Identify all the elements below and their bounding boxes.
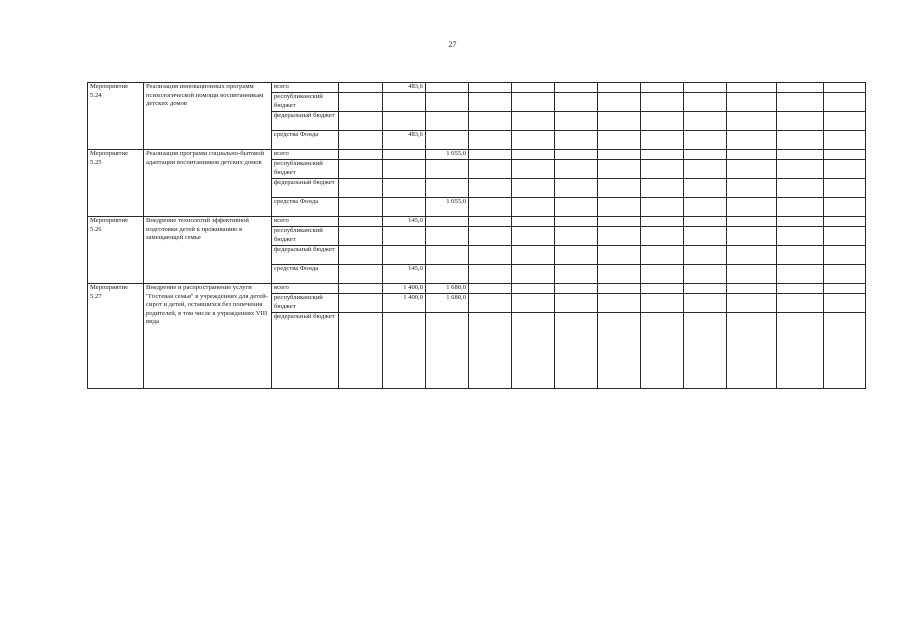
amount-cell — [727, 83, 777, 93]
amount-cell — [684, 246, 727, 265]
amount-cell — [555, 112, 598, 131]
amount-cell — [777, 131, 824, 150]
amount-cell — [684, 160, 727, 179]
funding-source: всего — [272, 284, 339, 294]
funding-source: всего — [272, 83, 339, 93]
amount-cell: 1 055,0 — [426, 150, 469, 160]
amount-cell — [339, 227, 383, 246]
amount-cell — [598, 313, 641, 389]
measure-description: Реализация программ социально-бытовой адаптации воспитанников детских домов — [144, 150, 272, 217]
amount-cell — [598, 83, 641, 93]
amount-cell — [555, 246, 598, 265]
amount-cell — [777, 284, 824, 294]
amount-cell — [684, 284, 727, 294]
amount-cell: 483,6 — [383, 83, 426, 93]
funding-source: республиканский бюджет — [272, 294, 339, 313]
amount-cell — [641, 131, 684, 150]
amount-cell — [555, 313, 598, 389]
amount-cell — [555, 265, 598, 284]
amount-cell — [383, 179, 426, 198]
amount-cell — [777, 217, 824, 227]
amount-cell — [641, 227, 684, 246]
amount-cell — [641, 284, 684, 294]
amount-cell — [512, 160, 555, 179]
amount-cell: 145,0 — [383, 217, 426, 227]
amount-cell — [512, 83, 555, 93]
amount-cell — [641, 83, 684, 93]
amount-cell: 1 400,0 — [383, 284, 426, 294]
amount-cell — [512, 150, 555, 160]
amount-cell — [684, 294, 727, 313]
amount-cell — [684, 227, 727, 246]
amount-cell — [777, 227, 824, 246]
amount-cell — [383, 150, 426, 160]
amount-cell — [684, 131, 727, 150]
amount-cell — [512, 179, 555, 198]
amount-cell — [824, 93, 866, 112]
amount-cell — [555, 179, 598, 198]
amount-cell — [641, 112, 684, 131]
amount-cell — [383, 313, 426, 389]
funding-source: федеральный бюджет — [272, 112, 339, 131]
amount-cell — [777, 313, 824, 389]
amount-cell — [598, 93, 641, 112]
measure-name: Мероприятие 5.26 — [88, 217, 144, 284]
amount-cell — [426, 313, 469, 389]
amount-cell — [383, 198, 426, 217]
funding-source: республиканский бюджет — [272, 160, 339, 179]
page-number: 27 — [448, 40, 457, 49]
table-row — [88, 150, 866, 160]
amount-cell — [512, 198, 555, 217]
funding-source: всего — [272, 150, 339, 160]
funding-source: федеральный бюджет — [272, 179, 339, 198]
amount-cell — [469, 179, 512, 198]
amount-cell: 1 680,0 — [426, 294, 469, 313]
amount-cell — [469, 83, 512, 93]
amount-cell — [824, 179, 866, 198]
amount-cell — [598, 246, 641, 265]
budget-table — [87, 82, 866, 389]
amount-cell — [469, 131, 512, 150]
amount-cell — [641, 179, 684, 198]
amount-cell — [598, 217, 641, 227]
amount-cell — [469, 265, 512, 284]
amount-cell — [641, 313, 684, 389]
amount-cell — [777, 160, 824, 179]
amount-cell — [641, 198, 684, 217]
amount-cell — [727, 179, 777, 198]
amount-cell — [339, 284, 383, 294]
amount-cell — [727, 217, 777, 227]
amount-cell — [598, 198, 641, 217]
measure-description: Реализация инновационных программ психологической помощи воспитанникам детских домов — [144, 83, 272, 150]
amount-cell — [426, 217, 469, 227]
amount-cell — [555, 284, 598, 294]
amount-cell — [684, 198, 727, 217]
amount-cell — [777, 294, 824, 313]
amount-cell — [824, 112, 866, 131]
amount-cell — [426, 265, 469, 284]
amount-cell — [555, 217, 598, 227]
amount-cell — [824, 313, 866, 389]
amount-cell — [727, 131, 777, 150]
amount-cell — [684, 265, 727, 284]
measure-description: Внедрение технологий эффективной подготовки детей к проживанию в замещающей семье — [144, 217, 272, 284]
amount-cell — [469, 160, 512, 179]
amount-cell — [824, 198, 866, 217]
amount-cell — [727, 112, 777, 131]
funding-source: республиканский бюджет — [272, 227, 339, 246]
amount-cell — [339, 150, 383, 160]
amount-cell — [469, 294, 512, 313]
amount-cell — [383, 160, 426, 179]
amount-cell — [777, 265, 824, 284]
amount-cell — [641, 150, 684, 160]
amount-cell — [512, 265, 555, 284]
amount-cell — [426, 179, 469, 198]
amount-cell — [469, 217, 512, 227]
amount-cell — [727, 265, 777, 284]
amount-cell — [727, 246, 777, 265]
funding-source: федеральный бюджет — [272, 313, 339, 389]
amount-cell — [598, 265, 641, 284]
amount-cell — [339, 112, 383, 131]
amount-cell: 1 055,0 — [426, 198, 469, 217]
amount-cell — [469, 313, 512, 389]
amount-cell: 1 400,0 — [383, 294, 426, 313]
amount-cell — [339, 313, 383, 389]
amount-cell — [641, 93, 684, 112]
amount-cell — [469, 284, 512, 294]
amount-cell — [555, 131, 598, 150]
amount-cell — [339, 217, 383, 227]
amount-cell — [684, 83, 727, 93]
amount-cell — [339, 131, 383, 150]
amount-cell — [598, 284, 641, 294]
amount-cell — [824, 246, 866, 265]
amount-cell: 483,6 — [383, 131, 426, 150]
measure-description: Внедрение и распространение услуги "Гостевая семья" в учреждениях для детей-сирот и детей, оставшихся без попечения родителей, в том числе в учреждениях VIII вида — [144, 284, 272, 389]
amount-cell — [824, 217, 866, 227]
amount-cell — [469, 246, 512, 265]
amount-cell — [469, 227, 512, 246]
amount-cell — [641, 246, 684, 265]
amount-cell — [777, 179, 824, 198]
amount-cell — [684, 179, 727, 198]
amount-cell — [339, 198, 383, 217]
amount-cell — [469, 112, 512, 131]
amount-cell — [727, 284, 777, 294]
amount-cell — [426, 131, 469, 150]
amount-cell — [777, 246, 824, 265]
amount-cell — [684, 217, 727, 227]
measure-name: Мероприятие 5.25 — [88, 150, 144, 217]
amount-cell — [512, 294, 555, 313]
measure-name: Мероприятие 5.27 — [88, 284, 144, 389]
measure-name: Мероприятие 5.24 — [88, 83, 144, 150]
amount-cell — [824, 284, 866, 294]
amount-cell — [824, 265, 866, 284]
amount-cell — [641, 217, 684, 227]
amount-cell — [383, 246, 426, 265]
amount-cell — [512, 227, 555, 246]
amount-cell: 145,0 — [383, 265, 426, 284]
table-row — [88, 83, 866, 93]
amount-cell — [727, 150, 777, 160]
funding-source: федеральный бюджет — [272, 246, 339, 265]
amount-cell — [824, 227, 866, 246]
amount-cell — [383, 227, 426, 246]
amount-cell — [426, 112, 469, 131]
amount-cell — [512, 246, 555, 265]
amount-cell — [598, 112, 641, 131]
amount-cell — [777, 83, 824, 93]
amount-cell — [684, 93, 727, 112]
amount-cell — [555, 294, 598, 313]
amount-cell — [641, 160, 684, 179]
amount-cell — [777, 198, 824, 217]
amount-cell — [339, 294, 383, 313]
amount-cell — [512, 217, 555, 227]
amount-cell — [824, 83, 866, 93]
amount-cell — [555, 150, 598, 160]
amount-cell — [512, 112, 555, 131]
amount-cell — [512, 284, 555, 294]
amount-cell — [512, 131, 555, 150]
amount-cell — [426, 246, 469, 265]
amount-cell — [727, 93, 777, 112]
amount-cell — [598, 131, 641, 150]
amount-cell — [339, 93, 383, 112]
amount-cell — [684, 150, 727, 160]
amount-cell — [339, 246, 383, 265]
amount-cell — [727, 198, 777, 217]
amount-cell — [426, 93, 469, 112]
amount-cell — [426, 83, 469, 93]
amount-cell — [555, 93, 598, 112]
amount-cell — [469, 93, 512, 112]
amount-cell — [777, 93, 824, 112]
funding-source: средства Фонда — [272, 131, 339, 150]
table-row — [88, 284, 866, 294]
amount-cell — [727, 294, 777, 313]
amount-cell — [684, 112, 727, 131]
amount-cell — [426, 160, 469, 179]
table-row — [88, 217, 866, 227]
amount-cell — [339, 83, 383, 93]
amount-cell — [339, 160, 383, 179]
amount-cell — [469, 198, 512, 217]
amount-cell — [777, 150, 824, 160]
amount-cell — [426, 227, 469, 246]
amount-cell — [512, 313, 555, 389]
amount-cell — [824, 160, 866, 179]
amount-cell — [469, 150, 512, 160]
amount-cell — [598, 150, 641, 160]
amount-cell — [824, 150, 866, 160]
amount-cell — [598, 294, 641, 313]
amount-cell — [727, 313, 777, 389]
amount-cell — [555, 227, 598, 246]
amount-cell — [598, 179, 641, 198]
amount-cell — [727, 160, 777, 179]
funding-source: республиканский бюджет — [272, 93, 339, 112]
funding-source: средства Фонда — [272, 198, 339, 217]
amount-cell: 1 680,0 — [426, 284, 469, 294]
amount-cell — [339, 265, 383, 284]
amount-cell — [824, 131, 866, 150]
amount-cell — [512, 93, 555, 112]
amount-cell — [555, 83, 598, 93]
amount-cell — [555, 160, 598, 179]
amount-cell — [777, 112, 824, 131]
amount-cell — [383, 93, 426, 112]
amount-cell — [339, 179, 383, 198]
amount-cell — [641, 265, 684, 284]
funding-source: всего — [272, 217, 339, 227]
funding-source: средства Фонда — [272, 265, 339, 284]
amount-cell — [684, 313, 727, 389]
amount-cell — [555, 198, 598, 217]
amount-cell — [824, 294, 866, 313]
amount-cell — [598, 160, 641, 179]
amount-cell — [727, 227, 777, 246]
amount-cell — [383, 112, 426, 131]
amount-cell — [641, 294, 684, 313]
amount-cell — [598, 227, 641, 246]
